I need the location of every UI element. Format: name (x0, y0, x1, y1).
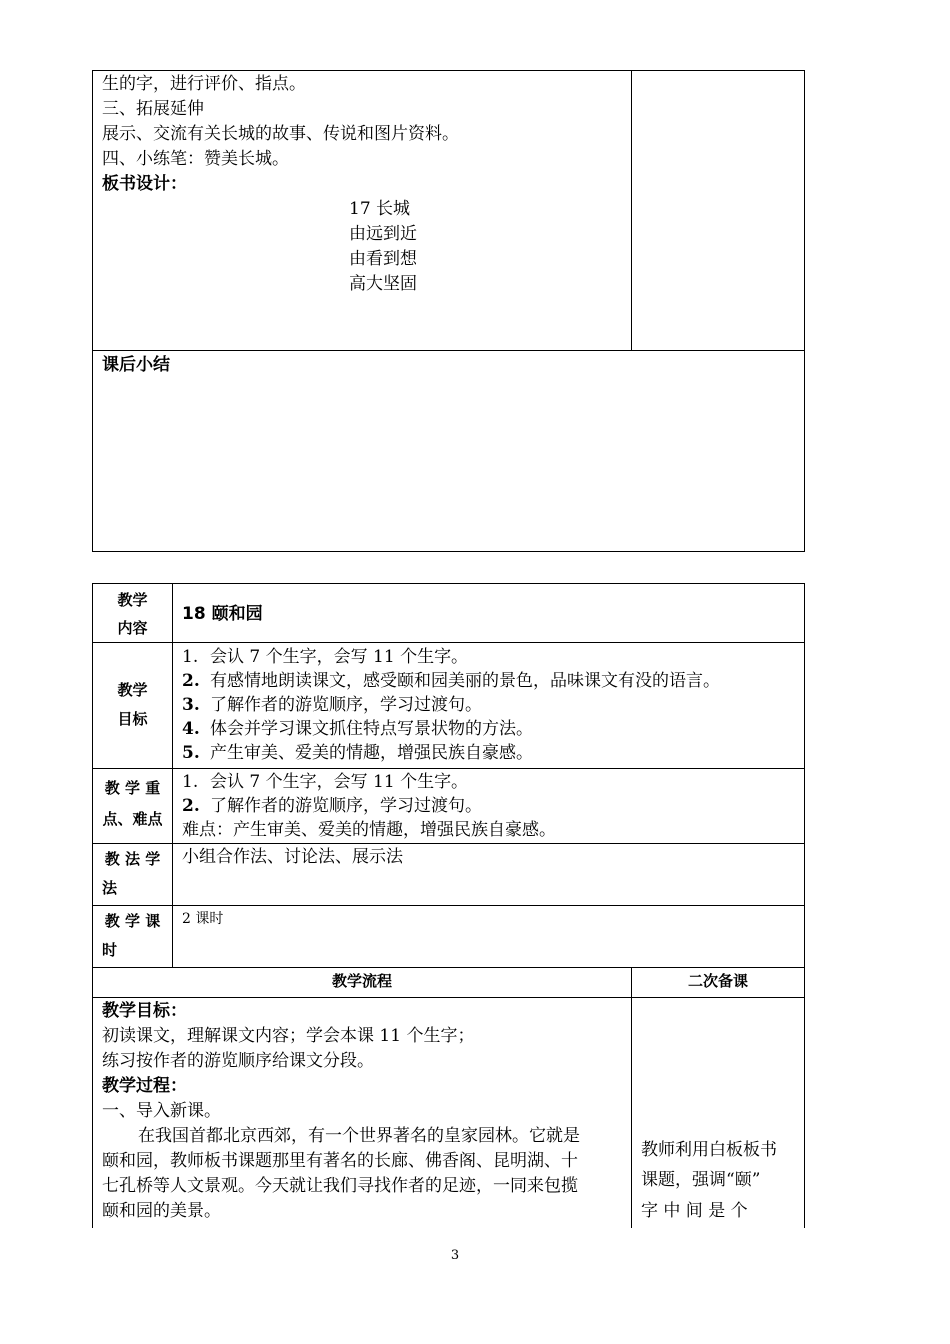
intro-line: 颐和园，教师板书课题那里有著名的长廊、佛香阁、昆明湖、十 (102, 1151, 578, 1171)
board-line: 17 长城 (349, 199, 411, 219)
goal-item: 2. 有感情地朗读课文，感受颐和园美丽的景色，品味课文有没的语言。 (182, 671, 720, 691)
goal-item: 4. 体会并学习课文抓住特点写景状物的方法。 (182, 719, 533, 739)
intro-line: 在我国首都北京西郊，有一个世界著名的皇家园林。它就是 (138, 1126, 580, 1146)
goals-label: 教学 目标 (117, 681, 148, 728)
intro-line: 七孔桥等人文景观。今天就让我们寻找作者的足迹，一同来包揽 (102, 1176, 578, 1196)
content-label: 教学 内容 (117, 591, 148, 637)
prep-header: 二次备课 (687, 972, 748, 990)
goal-item: 5. 产生审美、爱美的情趣，增强民族自豪感。 (182, 743, 533, 763)
objective-line: 初读课文，理解课文内容；学会本课 11 个生字； (102, 1026, 475, 1046)
board-design-heading: 板书设计： (102, 174, 187, 194)
process-header: 教学流程 (331, 972, 392, 990)
objective-heading: 教学目标： (102, 1001, 187, 1021)
page-number: 3 (450, 1248, 460, 1263)
goal-item: 3. 了解作者的游览顺序，学习过渡句。 (182, 695, 482, 715)
board-line: 由看到想 (349, 249, 417, 269)
content-line: 展示、交流有关长城的故事、传说和图片资料。 (102, 124, 459, 144)
content-line: 生的字，进行评价、指点。 (102, 74, 306, 94)
board-line: 高大坚固 (349, 274, 417, 294)
board-line: 由远到近 (349, 224, 417, 244)
prep-note-line: 课题，强调“颐” (641, 1170, 761, 1190)
lesson-title: 18 颐和园 (182, 604, 263, 624)
hours-value: 2 课时 (182, 911, 224, 927)
method-value: 小组合作法、讨论法、展示法 (182, 847, 403, 867)
content-line: 四、小练笔：赞美长城。 (102, 149, 289, 169)
key-point-item: 2. 了解作者的游览顺序，学习过渡句。 (182, 796, 482, 816)
content-line: 三、拓展延伸 (102, 99, 204, 119)
intro-line: 颐和园的美景。 (102, 1201, 221, 1221)
process-heading: 教学过程： (102, 1076, 187, 1096)
difficulty-text: 难点：产生审美、爱美的情趣，增强民族自豪感。 (182, 820, 556, 840)
hours-label: 教 学 课 时 (102, 912, 161, 959)
key-points-label: 教 学 重 点、难点 (102, 779, 163, 828)
step-heading: 一、导入新课。 (102, 1101, 221, 1121)
key-point-item: 1. 会认 7 个生字，会写 11 个生字。 (182, 772, 469, 792)
objective-line: 练习按作者的游览顺序给课文分段。 (102, 1051, 374, 1071)
goal-item: 1. 会认 7 个生字，会写 11 个生字。 (182, 647, 469, 667)
prep-note-line: 教师利用白板板书 (641, 1140, 777, 1160)
method-label: 教 法 学 法 (102, 850, 161, 897)
prep-note-line: 字 中 间 是 个 (641, 1201, 748, 1221)
summary-label: 课后小结 (102, 355, 170, 375)
